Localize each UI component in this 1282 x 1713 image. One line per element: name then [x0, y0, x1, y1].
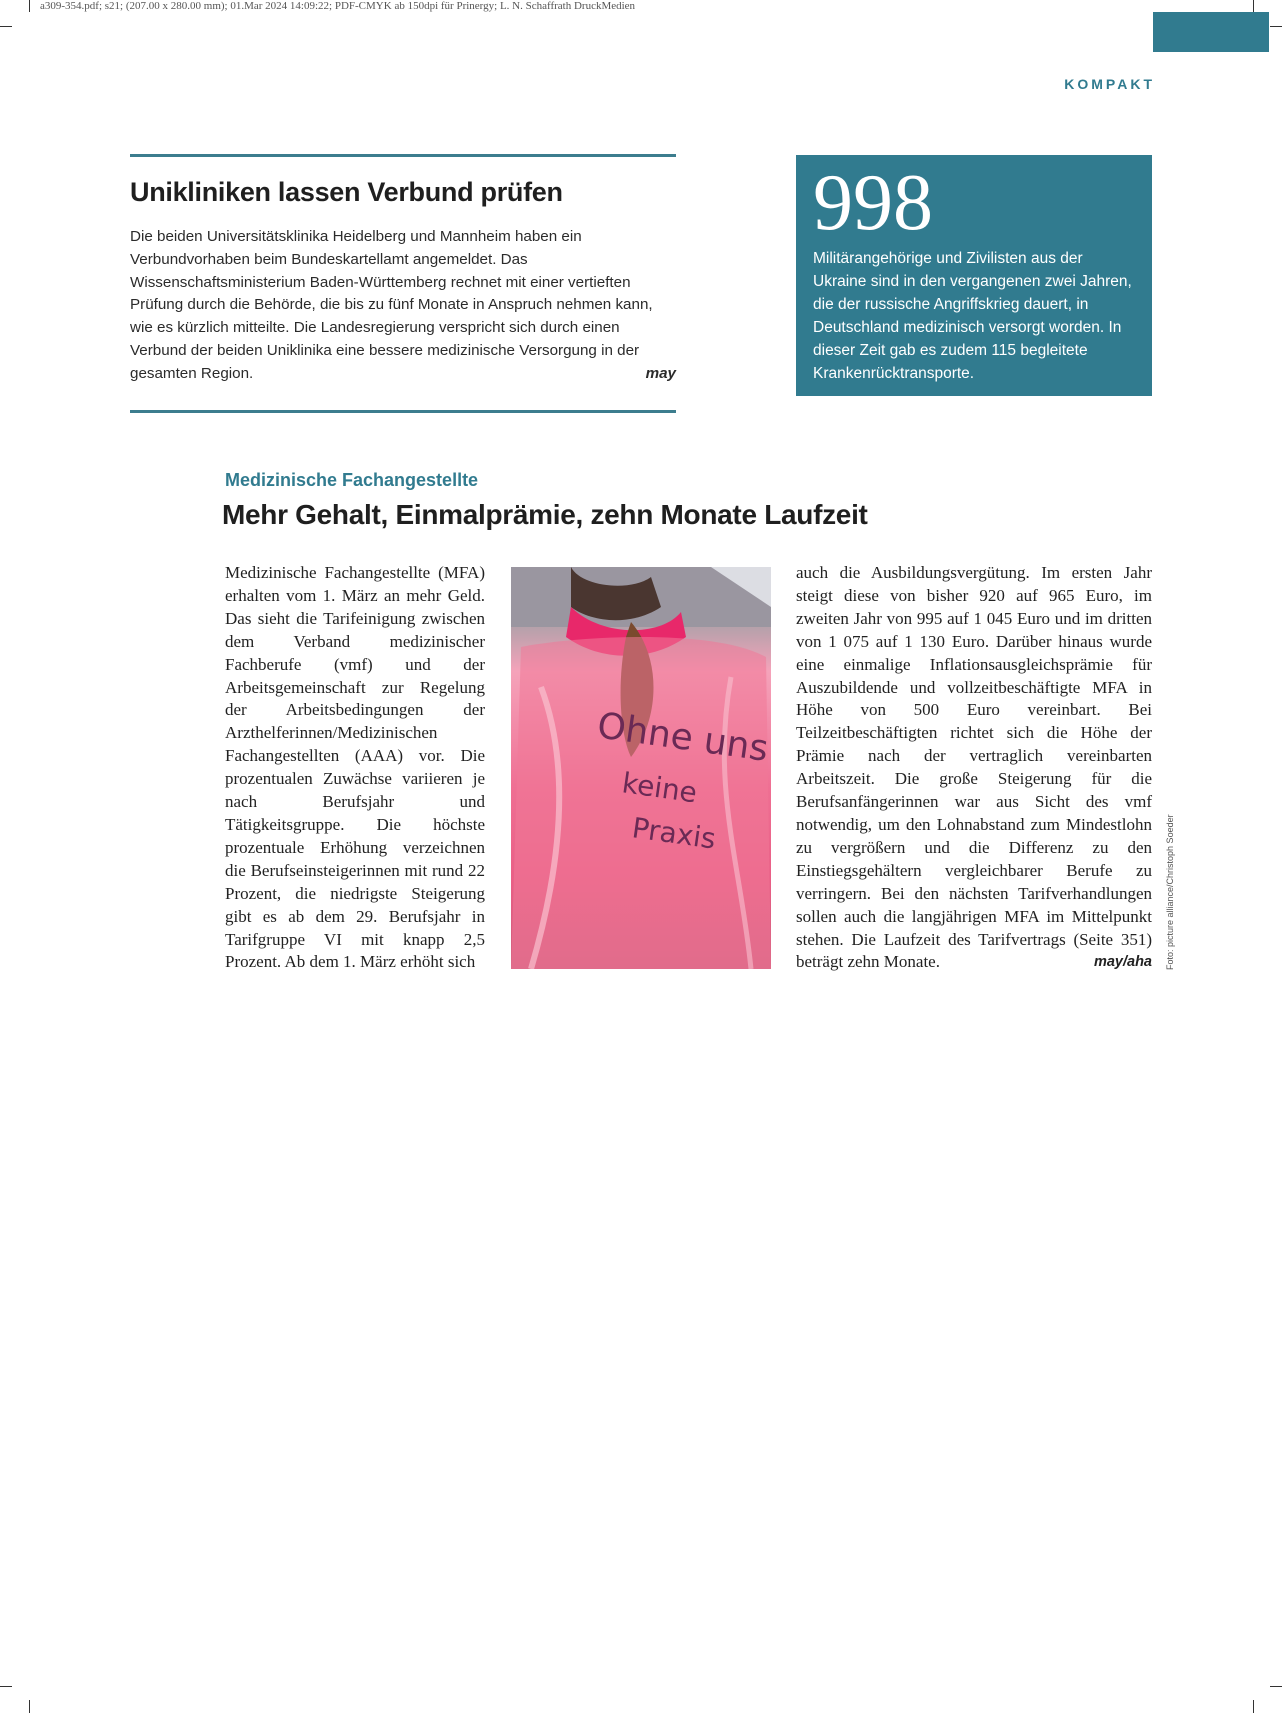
photo-credit: Foto: picture alliance/Christoph Soeder — [1165, 814, 1175, 970]
photo-text-2: keine — [620, 766, 700, 810]
crop-mark — [1270, 1686, 1282, 1687]
fact-text: Militärangehörige und Zivilisten aus der Ukraine sind in den vergangenen zwei Jahren, die der russische Angriffskrieg dauert, in Deutschland medizinisch versorgt worden. In dieser Zeit gab es zudem 115 begleitete Krankenrücktransporte. — [813, 250, 1132, 382]
crop-mark — [29, 0, 30, 12]
section-tab-bar — [1153, 12, 1269, 52]
crop-mark — [0, 1686, 12, 1687]
article-photo — [511, 567, 771, 969]
crop-mark — [29, 1700, 30, 1713]
rule-bottom — [130, 410, 676, 413]
rule-top — [130, 154, 676, 157]
fact-source: Quelle: Bundesinnenministerium, Stand: 23. Februar 2024 — [813, 395, 1033, 405]
article-column-2-text: auch die Ausbildungsvergütung. Im ersten Jahr steigt diese von bisher 920 auf 965 Euro, im zweiten Jahr von 995 auf 1 045 Euro und im dritten von 1 075 auf 1 130 Euro. Darüber hinaus wurde eine einmalige Inflationsausgleichsprämie für Auszubildende und vollzeitbeschäftigte MFA in Höhe von 500 Euro vereinbart. Bei Teilzeitbeschäftigten richtet sich die Höhe der Prämie nach der vertraglich vereinbarten Arbeitszeit. Die große Steigerung für die Berufsanfängerinnen war aus Sicht des vmf notwendig, um den Lohnabstand zum Mindestlohn zu vergrößern und die Differenz zu den Einstiegsgehältern vergleichbarer Berufe zu verringern. Bei den nächsten Tarifverhandlungen sollen auch die langjährigen MFA im Mittelpunkt stehen. Die Laufzeit des Tarifvertrags (Seite 351) beträgt zehn Monate. — [796, 563, 1152, 972]
article-author: may/aha — [1093, 954, 1152, 971]
fact-number: 998 — [813, 159, 933, 247]
news-item — [130, 154, 676, 413]
article-column-2 — [796, 562, 1152, 974]
photo-illustration — [511, 567, 771, 969]
photo-text-1: Ohne uns — [594, 705, 771, 770]
photo-text-3: Praxis — [630, 811, 718, 856]
news-author: may — [645, 364, 676, 382]
article-kicker: Medizinische Fachangestellte — [225, 470, 479, 490]
crop-mark — [1270, 26, 1282, 27]
news-text: Die beiden Universitätsklinika Heidelberg und Mannheim haben ein Verbundvorhaben beim Bundeskartellamt angemeldet. Das Wissenschaftsministerium Baden-Württemberg rechnet mit einer vertieften Prüfung durch die Behörde, die bis zu fünf Monate in Anspruch nehmen kann, wie es kürzlich mitteilte. Die Landesregierung verspricht sich durch einen Verbund der beiden Uniklinika eine bessere medizinische Versorgung in der gesamten Region. — [130, 228, 653, 382]
print-slug: a309-354.pdf; s21; (207.00 x 280.00 mm); 01.Mar 2024 14:09:22; PDF-CMYK ab 150dpi für Prinergy; L. N. Schaffrath DruckMedien — [40, 0, 636, 12]
crop-mark — [1253, 0, 1254, 12]
fact-box — [796, 155, 1152, 405]
crop-mark — [1253, 1700, 1254, 1713]
news-title: Unikliniken lassen Verbund prüfen — [130, 177, 563, 207]
news-body — [130, 226, 676, 386]
article-column-1: Medizinische Fachangestellte (MFA) erhalten vom 1. März an mehr Geld. Das sieht die Tarifeinigung zwischen dem Verband medizinischer Fachberufe (vmf) und der Arbeitsgemeinschaft zur Regelung der Arbeitsbedingungen der Arzthelferinnen/Medizinischen Fachangestellten (AAA) vor. Die prozentualen Zuwächse variieren je nach Berufsjahr und Tätigkeitsgruppe. Die höchste prozentuale Erhöhung verzeichnen die Berufseinsteigerinnen mit rund 22 Prozent, die niedrigste Steigerung gibt es ab dem 29. Berufsjahr in Tarifgruppe VI mit knapp 2,5 Prozent. Ab dem 1. März erhöht sich — [225, 563, 485, 972]
crop-mark — [0, 26, 12, 27]
article-headline: Mehr Gehalt, Einmalprämie, zehn Monate Laufzeit — [222, 499, 868, 530]
section-label: KOMPAKT — [1064, 76, 1155, 92]
